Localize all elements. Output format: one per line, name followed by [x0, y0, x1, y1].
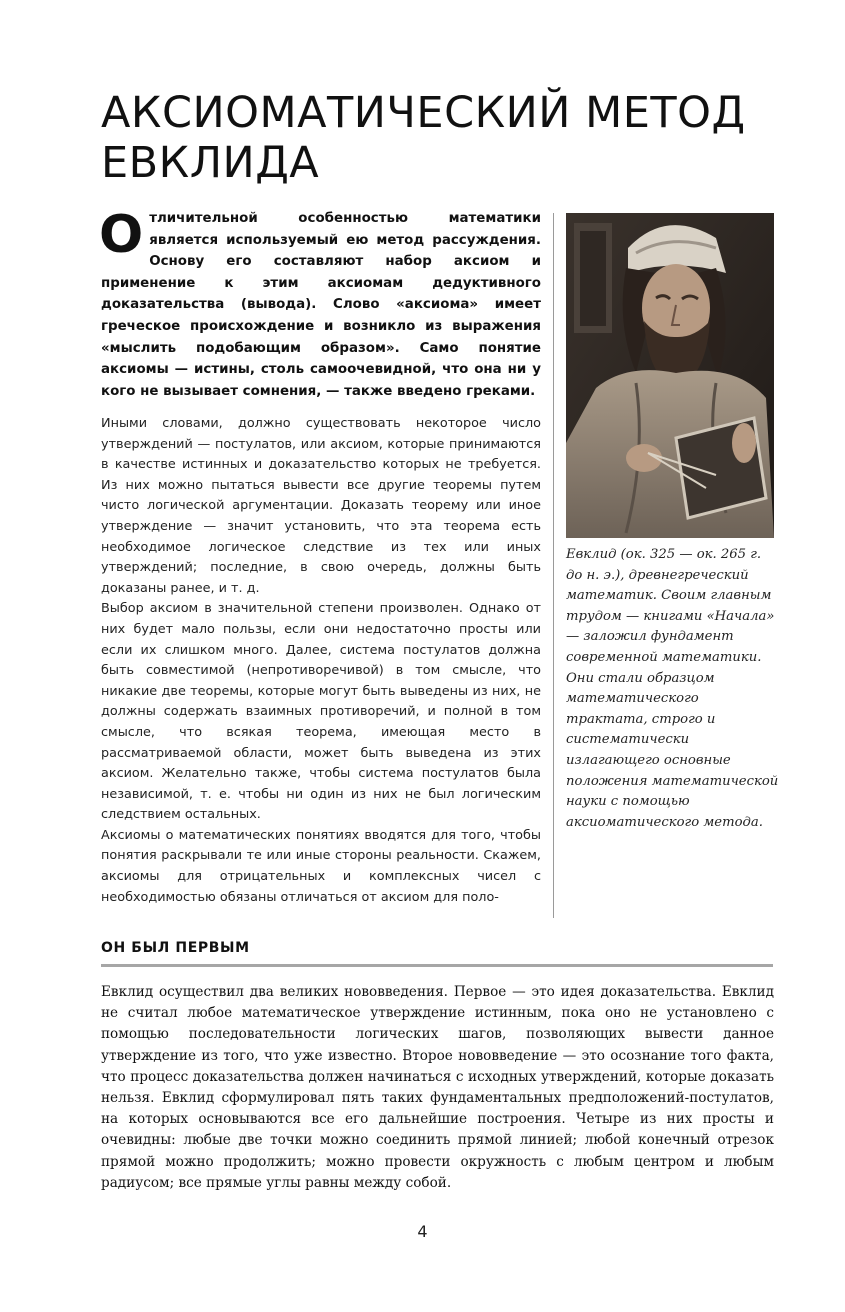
euclid-portrait-image	[566, 213, 774, 538]
body-paragraph: Иными словами, должно существовать некоторое число утверждений — постулатов, или аксиом, которые принимаются в качестве истинных и доказательство которых не требуется. Из них можно пытаться вывести все другие теоремы путем чисто логической аргументации. Доказать теорему или иное утверждение — значит установить, что эта теорема есть необходимое логическое следствие из тех или иных утверждений; последние, в свою очередь, должны быть доказаны ранее, и т. д.	[101, 416, 541, 596]
page-title	[101, 88, 761, 188]
title-line-1: АКСИОМАТИЧЕСКИЙ МЕТОД	[101, 88, 746, 138]
sidebar-heading: ОН БЫЛ ПЕРВЫМ	[101, 940, 250, 956]
intro-text: тличительной особенностью математики является используемый ею метод рассуждения. Основу его составляют набор аксиом и применение к этим аксиомам дедуктивного доказательства (вывода). Слово «аксиома» имеет греческое происхождение и возникло из выражения «мыслить подобающим образом». Само понятие аксиомы — истины, столь самоочевидной, что она ни у кого не вызывает сомнения, — также введено греками.	[101, 211, 541, 399]
column-divider	[553, 213, 554, 918]
caption-part-1: Евклид (ок. 325 — ок. 265 г. до н. э.), древнегреческий математик. Своим главным трудом — книгами «Начала» — заложил фундамент современной математики.	[566, 547, 775, 665]
intro-paragraph	[99, 205, 541, 402]
body-text	[101, 414, 541, 908]
caption-part-2: Они стали образцом математического трактата, строго и систематически излагающего основные положения математической науки с помощью аксиоматического метода.	[566, 670, 779, 830]
image-caption	[566, 545, 781, 833]
sidebar-text: Евклид осуществил два великих нововведения. Первое — это идея доказательства. Евклид не считал любое математическое утверждение истинным, пока оно не установлено с помощью последовательности логических шагов, позволяющих вывести данное утверждение из того, что уже известно. Второе нововведение — это осознание того факта, что процесс доказательства должен начинаться с исходных утверждений, которые доказать нельзя. Евклид сформулировал пять таких фундаментальных предположений-постулатов, на которых основываются все его дальнейшие построения. Четыре из них просты и очевидны: любые две точки можно соединить прямой линией; любой конечный отрезок прямой можно продолжить; можно провести окружность с любым центром и любым радиусом; все прямые углы равны между собой.	[101, 984, 774, 1191]
sidebar-rule	[101, 964, 773, 967]
body-paragraph: Выбор аксиом в значительной степени произволен. Однако от них будет мало пользы, если они недостаточно просты или если их слишком много. Далее, система постулатов должна быть совместимой (непротиворечивой) в том смысле, что никакие две теоремы, которые могут быть выведены из них, не должны содержать взаимных противоречий, и полной в том смысле, что всякая теорема, имеющая место в рассматриваемой области, может быть выведена из этих аксиом. Желательно также, чтобы система постулатов была независимой, т. е. чтобы ни один из них не был логическим следствием остальных.	[101, 601, 541, 823]
body-paragraph: Аксиомы о математических понятиях вводятся для того, чтобы понятия раскрывали те или иные стороны реальности. Скажем, аксиомы для отрицательных и комплексных чисел с необходимостью обязаны отличаться от аксиом для поло-	[101, 827, 541, 905]
title-line-2: ЕВКЛИДА	[101, 138, 320, 188]
page-number: 4	[417, 1222, 428, 1241]
drop-cap: О	[99, 205, 144, 265]
